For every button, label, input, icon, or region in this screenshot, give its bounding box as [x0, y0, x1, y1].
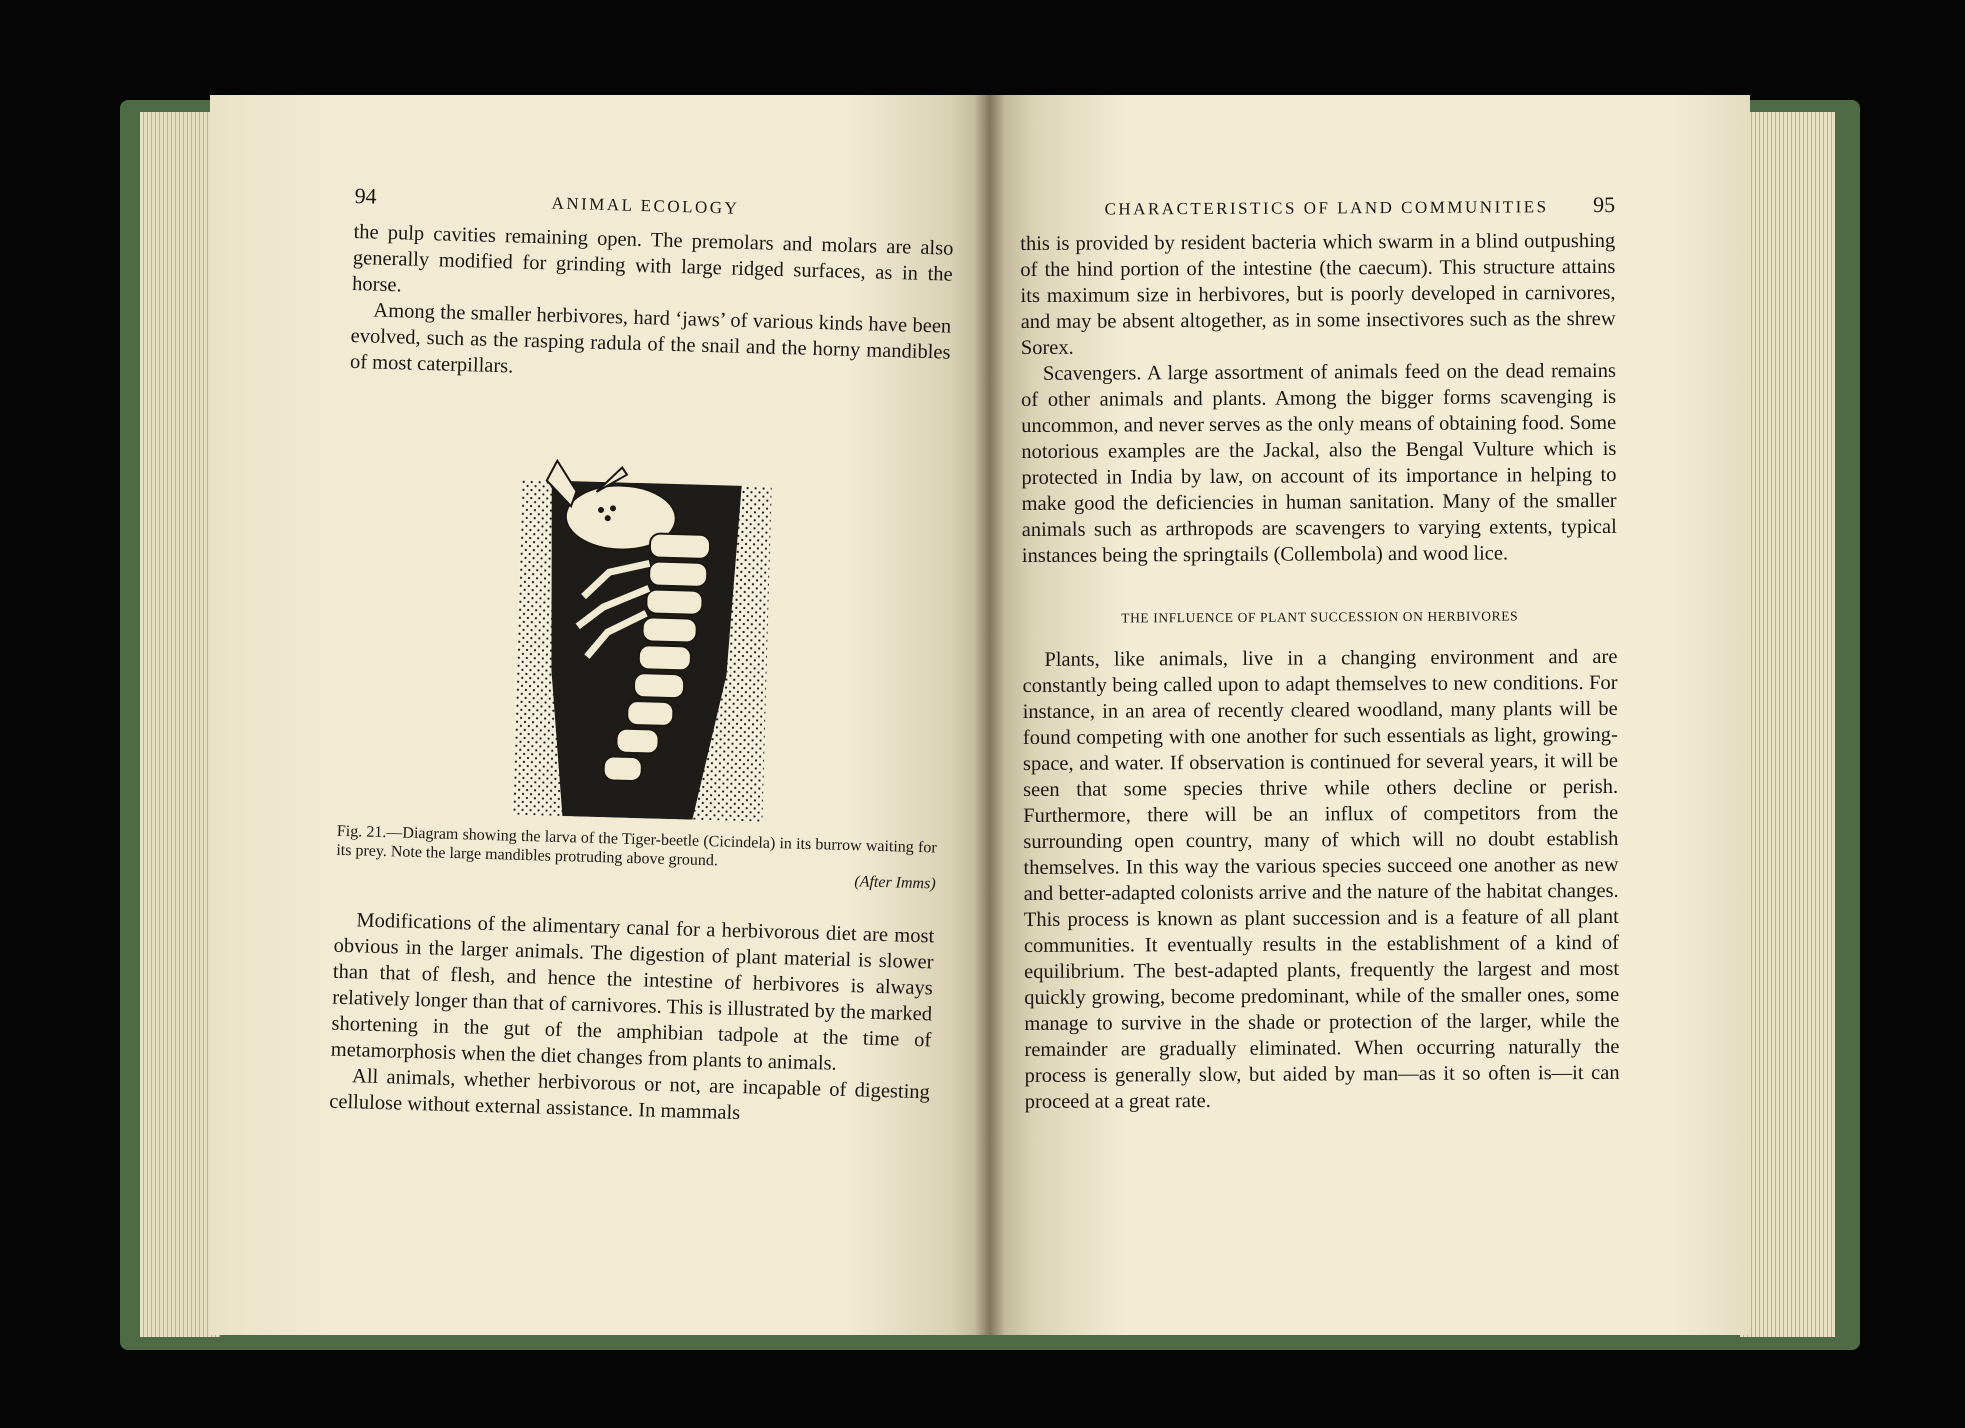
- paragraph: All animals, whether herbivorous or not, are incapable of digesting cellulose without external assistance. In mammals: [329, 1065, 931, 1125]
- paragraph: Plants, like animals, live in a changing environment and are constantly being called upon to adapt themselves to new conditions. For instance, in an area of recently cleared woodland, many plants will be found competing with one another for such essentials as light, growing-space, and water. If observation is continued for several years, it will be seen that some species thrive while others decline or perish. Furthermore, there will be an influx of competitors from the surrounding open country, many of which will no doubt establish themselves. In this way the various species succeed one another as new and better-adapted colonists arrive and the nature of the habitat changes. This process is known as plant succession and is a feature of all plant communities. It eventually results in the establishment of a kind of equilibrium. The best-adapted plants, frequently the largest and most quickly growing, become predominant, while of the smaller ones, some manage to survive in the shade or protection of the larger, while the remainder are gradually eliminated. When occurring naturally the process is generally slow, but aided by man—as it so often is—it can proceed at a great rate.: [1022, 645, 1620, 1113]
- page-edges-left: [140, 112, 220, 1337]
- larva-illustration: [492, 419, 793, 822]
- paragraph: this is provided by resident bacteria which swarm in a blind outpushing of the hind portion of the intestine (the caecum). This structure attains its maximum size in herbivores, but is poorly developed in carnivores, and may be absent altogether, as in some insectivores such as the shrew Sorex.: [1020, 229, 1616, 359]
- page-number-right: 95: [1592, 191, 1616, 217]
- book-gutter: [975, 95, 1005, 1335]
- caption-credit: (After Imms): [854, 873, 936, 893]
- left-page: [210, 95, 990, 1335]
- running-head-title-left: ANIMAL ECOLOGY: [551, 193, 740, 218]
- right-running-head: [1020, 192, 1615, 221]
- left-running-head: [354, 183, 954, 226]
- section-heading: THE INFLUENCE OF PLANT SUCCESSION ON HERBIVORES: [1121, 608, 1519, 626]
- paragraph: the pulp cavities remaining open. The premolars and molars are also generally modified for grinding with large ridged surfaces, as in the horse.: [351, 220, 954, 297]
- right-page: [990, 95, 1750, 1335]
- right-page-content: [1020, 192, 1620, 1115]
- running-head-title-right: CHARACTERISTICS OF LAND COMMUNITIES: [1104, 197, 1549, 219]
- paragraph: Scavengers. A large assortment of animals feed on the dead remains of other animals and plants. Among the bigger forms scavenging is uncommon, and never serves as the only means of obtaining food. Some notorious examples are the Jackal, also the Bengal Vulture which is protected in India by law, on account of its importance in helping to make good the deficiencies in human sanitation. Many of the smaller animals such as arthropods are scavengers to varying extents, typical instances being the springtails (Collembola) and wood lice.: [1021, 359, 1617, 567]
- tiger-beetle-larva-figure: [492, 419, 793, 822]
- paragraph: Among the smaller herbivores, hard ‘jaws’ of various kinds have been evolved, such as the rasping radula of the snail and the horny mandibles of most caterpillars.: [349, 299, 952, 378]
- page-edges-right: [1740, 112, 1835, 1337]
- caption-text: Fig. 21.—Diagram showing the larva of the Tiger-beetle (Cicindela) in its burrow waiting for its prey. Note the large mandibles protruding above ground.: [336, 822, 937, 870]
- left-page-content: [329, 183, 955, 1131]
- paragraph: Modifications of the alimentary canal for a herbivorous diet are most obvious in the larger animals. The digestion of plant material is slower than that of flesh, and hence the intestine of herbivores is always relatively longer than that of carnivores. This is illustrated by the marked shortening in the gut of the amphibian tadpole at the time of metamorphosis when the diet changes from plants to animals.: [330, 909, 935, 1075]
- page-number-left: 94: [354, 183, 377, 209]
